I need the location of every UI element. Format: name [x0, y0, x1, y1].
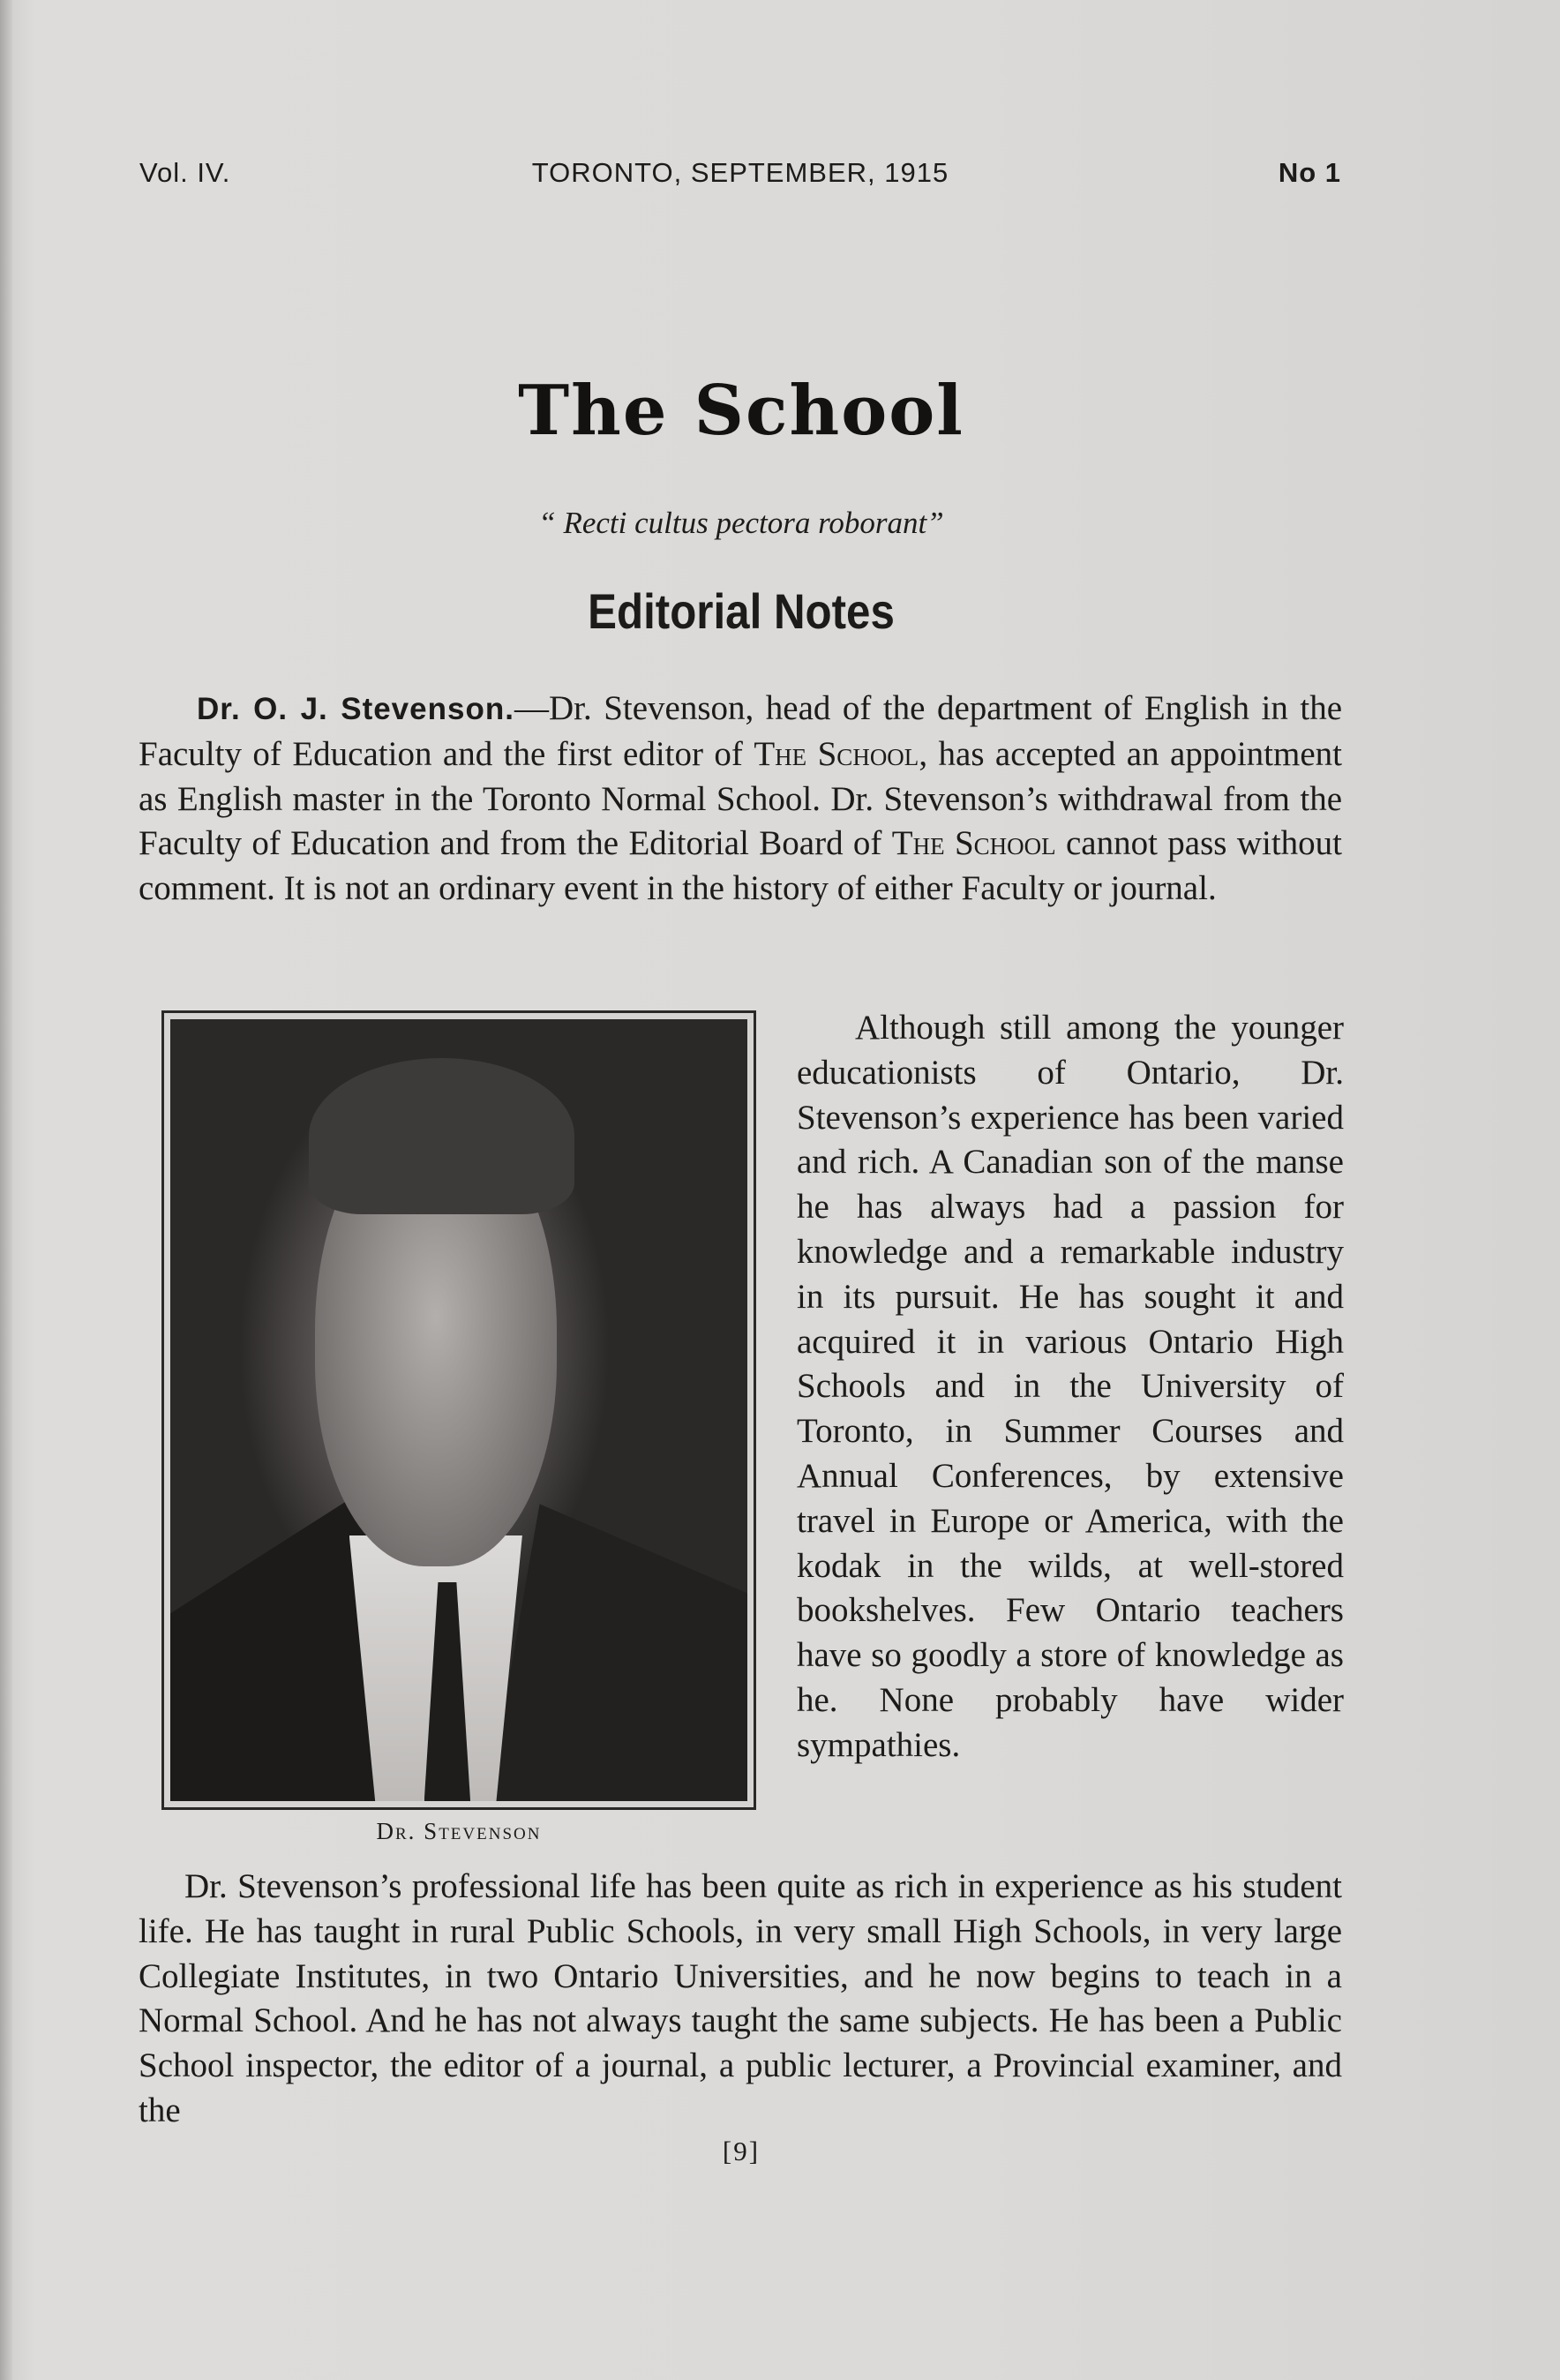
photo-caption: Dr. Stevenson	[376, 1818, 542, 1844]
portrait-image	[170, 1019, 747, 1801]
portrait-photo	[161, 1010, 756, 1810]
paragraph-1-part-c: cannot pass without comment. It is not an ordinary event in the history of either Faculty or journal.	[139, 824, 1342, 908]
page-spine-shadow	[0, 0, 12, 2380]
journal-name-ref-1: The School	[754, 734, 919, 773]
place-date-label: TORONTO, SEPTEMBER, 1915	[531, 157, 949, 188]
article-lead-in: Dr. O. J. Stevenson.	[197, 692, 514, 726]
section-title: Editorial Notes	[588, 583, 895, 639]
article-paragraph-3: Dr. Stevenson’s professional life has been quite as rich in experience as his student life. He has taught in rural Public Schools, in very small High Schools, in very large Collegiate Institutes, in two Ontario Universities, and he now begins to teach in a Normal School. And he has not always taught the same subjects. He has been a Public School inspector, the editor of a journal, a public lecturer, a Provincial examiner, and the	[139, 1867, 1342, 2129]
article-paragraph-1	[139, 687, 1342, 912]
portrait-coat-right	[488, 1504, 747, 1801]
article-paragraph-2: Although still among the younger educationists of Ontario, Dr. Stevenson’s experience has been varied and rich. A Canadian son of the manse he has always had a passion for knowledge and a remarkable industry in its pursuit. He has sought it and acquired it in various Ontario High Schools and in the University of Toronto, in Summer Courses and Annual Conferences, by extensive travel in Europe or America, with the kodak in the wilds, at well-stored bookshelves. Few Ontario teachers have so goodly a store of knowledge as he. None probably have wider sympathies.	[797, 1009, 1344, 1764]
portrait-hair	[309, 1058, 574, 1214]
running-head	[139, 157, 1341, 192]
journal-motto: “ Recti cultus pectora roborant”	[538, 506, 944, 540]
paragraph-1-part-a: —Dr. Stevenson, head of the department of English in the Faculty of Education and the first editor of	[139, 689, 1342, 773]
issue-number-label: No 1	[1278, 157, 1341, 188]
volume-label: Vol. IV.	[139, 157, 231, 188]
journal-title: The School	[518, 371, 964, 451]
journal-name-ref-2: The School	[891, 824, 1056, 863]
page-number: [9]	[722, 2136, 761, 2166]
paragraph-1-part-b: , has accepted an appointment as English master in the Toronto Normal School. Dr. Stevenson’s withdrawal from the Faculty of Education and from the Editorial Board of	[139, 734, 1342, 863]
